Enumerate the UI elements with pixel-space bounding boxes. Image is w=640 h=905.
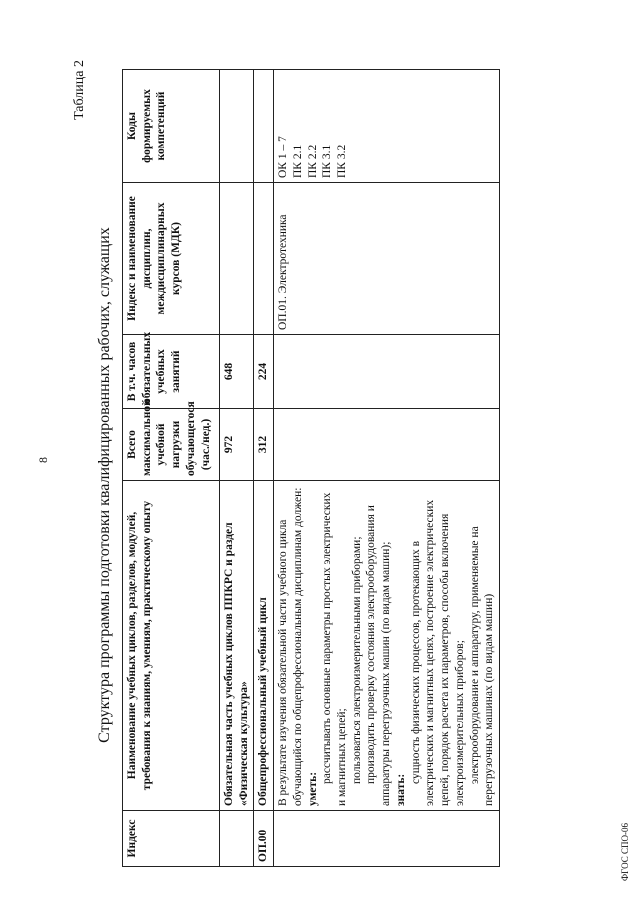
cell-general-incl: 224	[254, 335, 274, 409]
cell-general-total: 312	[254, 409, 274, 481]
cell-detail-discipline: ОП.01. Электротехника	[274, 183, 500, 335]
know-item-1: сущность физических процессов, протекающих в электрических и магнитных цепях, построение электрических цепей, порядок расчета их параметров, способы включения электроизмерительных приборов;	[409, 499, 466, 806]
table-row-mandatory	[220, 70, 254, 867]
header-name: Наименование учебных циклов, разделов, модулей, требования к знаниям, умениям, практическому опыту	[123, 481, 220, 811]
cell-detail-competencies	[274, 70, 500, 183]
cell-disc-empty	[220, 183, 254, 335]
footer-code: ФГОС СПО-06	[620, 823, 630, 881]
cell-comp-empty	[254, 70, 274, 183]
competency-code: ПК 2.1	[291, 144, 304, 178]
header-total: Всего максимальной учебной нагрузки обучающегося (час./нед.)	[123, 409, 220, 481]
requirements-intro: В результате изучения обязательной части учебного цикла обучающийся по общепрофессиональным дисциплинам должен:	[277, 487, 304, 806]
table-header-row	[123, 70, 220, 867]
table-label: Таблица 2	[72, 60, 87, 120]
can-item-2: пользоваться электроизмерительными приборами;	[350, 536, 363, 784]
competency-code: ОК 1 – 7	[277, 136, 290, 178]
table-row-detail	[274, 70, 500, 867]
page-number: 8	[36, 457, 50, 463]
cell-disc-empty	[254, 183, 274, 335]
know-item-2: электрооборудование и аппаратуру, применяемые на перегрузочных машинах (по видам машин)	[468, 526, 496, 806]
can-item-3: производить проверку состояния электрооборудования и аппаратуры перегрузочных машин (по видам машин);	[365, 505, 393, 806]
can-item-1: рассчитывать основные параметры простых электрических и магнитных цепей;	[321, 492, 349, 806]
cell-mandatory-name: Обязательная часть учебных циклов ППКРС и раздел «Физическая культура»	[220, 481, 254, 811]
page-title: Структура программы подготовки квалифицированных рабочих, служащих	[96, 227, 113, 743]
competency-code: ПК 2.2	[306, 144, 319, 178]
cell-mandatory-incl: 648	[220, 335, 254, 409]
cell-general-index: ОП.00	[254, 811, 274, 867]
header-disc: Индекс и наименование дисциплин, междисциплинарных курсов (МДК)	[123, 183, 220, 335]
cell-detail-requirements	[274, 481, 500, 811]
header-index: Индекс	[123, 811, 220, 867]
competency-code: ПК 3.2	[336, 144, 349, 178]
cell-comp-empty	[220, 70, 254, 183]
cell-index-empty	[220, 811, 254, 867]
competency-code: ПК 3.1	[321, 144, 334, 178]
header-incl: В т.ч. часов обязательных учебных занятий	[123, 335, 220, 409]
cell-mandatory-total: 972	[220, 409, 254, 481]
cell-total-empty	[274, 409, 500, 481]
know-label: знать:	[394, 773, 407, 806]
cell-incl-empty	[274, 335, 500, 409]
can-label: уметь:	[306, 771, 319, 806]
header-comp: Коды формируемых компетенций	[123, 70, 220, 183]
cell-general-name: Общепрофессиональный учебный цикл	[254, 481, 274, 811]
structure-table	[122, 69, 500, 867]
cell-index-empty	[274, 811, 500, 867]
table-row-general	[254, 70, 274, 867]
